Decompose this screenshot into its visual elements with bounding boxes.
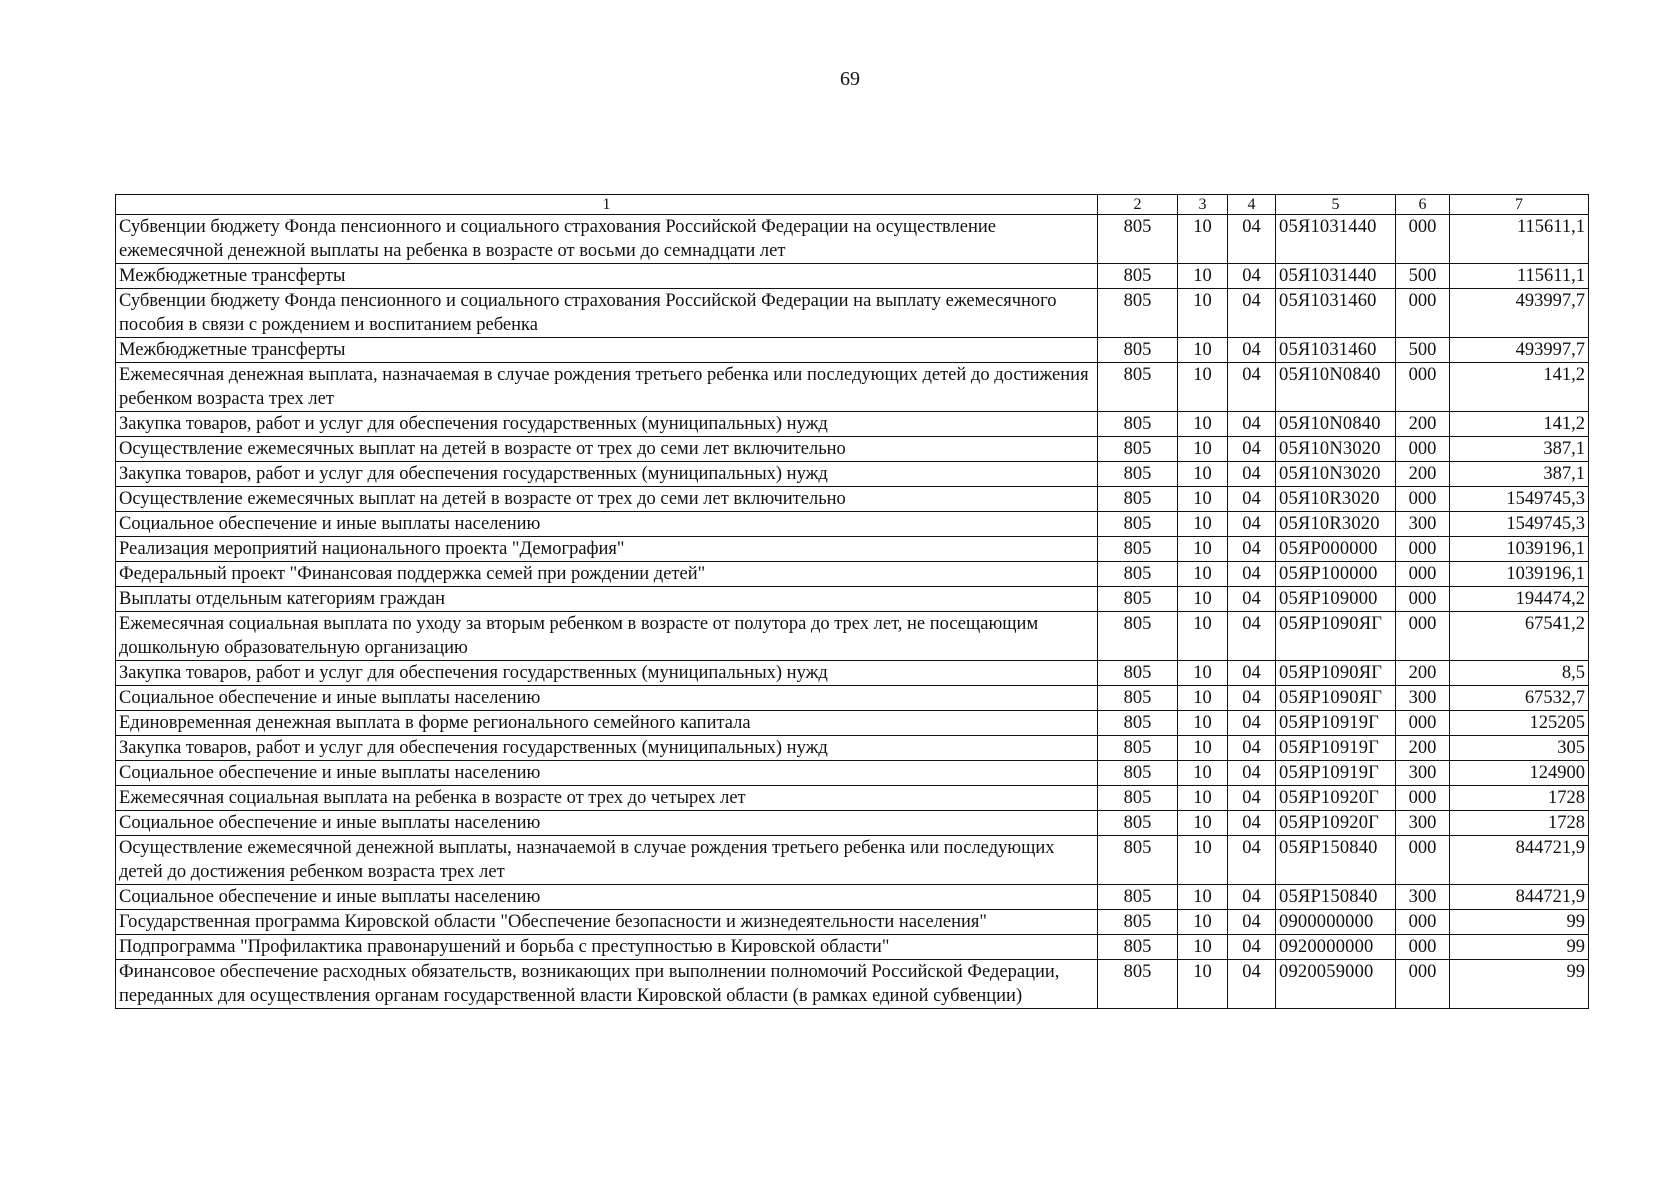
expense-type-cell: 000 [1396,960,1450,1009]
expense-name-cell: Закупка товаров, работ и услуг для обеспечения государственных (муниципальных) нужд [116,736,1098,761]
section-code-cell: 10 [1178,711,1228,736]
target-article-cell: 05Я10N0840 [1276,363,1396,412]
expense-type-cell: 000 [1396,935,1450,960]
section-code-cell: 10 [1178,736,1228,761]
table-row [116,885,1589,910]
target-article-cell: 0900000000 [1276,910,1396,935]
department-code-cell: 805 [1098,338,1178,363]
department-code-cell: 805 [1098,711,1178,736]
department-code-cell: 805 [1098,935,1178,960]
table-row [116,836,1589,885]
expense-type-cell: 000 [1396,363,1450,412]
expense-name-cell: Социальное обеспечение и иные выплаты населению [116,885,1098,910]
expense-type-cell: 000 [1396,437,1450,462]
amount-cell: 194474,2 [1450,587,1589,612]
target-article-cell: 0920000000 [1276,935,1396,960]
department-code-cell: 805 [1098,487,1178,512]
section-code-cell: 10 [1178,761,1228,786]
table-row [116,437,1589,462]
section-code-cell: 10 [1178,215,1228,264]
department-code-cell: 805 [1098,412,1178,437]
subsection-code-cell: 04 [1228,437,1276,462]
header-cell: 1 [116,195,1098,215]
table-row [116,661,1589,686]
target-article-cell: 05ЯР10919Г [1276,761,1396,786]
expense-type-cell: 500 [1396,338,1450,363]
department-code-cell: 805 [1098,836,1178,885]
target-article-cell: 05ЯР10920Г [1276,786,1396,811]
target-article-cell: 05ЯР10919Г [1276,711,1396,736]
amount-cell: 1039196,1 [1450,537,1589,562]
table-row [116,338,1589,363]
target-article-cell: 05ЯР1090ЯГ [1276,686,1396,711]
expense-type-cell: 300 [1396,686,1450,711]
section-code-cell: 10 [1178,363,1228,412]
amount-cell: 844721,9 [1450,885,1589,910]
expense-name-cell: Социальное обеспечение и иные выплаты населению [116,686,1098,711]
table-row [116,412,1589,437]
section-code-cell: 10 [1178,338,1228,363]
section-code-cell: 10 [1178,811,1228,836]
amount-cell: 99 [1450,960,1589,1009]
amount-cell: 141,2 [1450,412,1589,437]
table-row [116,612,1589,661]
subsection-code-cell: 04 [1228,487,1276,512]
amount-cell: 844721,9 [1450,836,1589,885]
table-row [116,711,1589,736]
subsection-code-cell: 04 [1228,811,1276,836]
amount-cell: 141,2 [1450,363,1589,412]
target-article-cell: 05ЯР109000 [1276,587,1396,612]
expense-type-cell: 300 [1396,885,1450,910]
table-row [116,761,1589,786]
target-article-cell: 05Я10R3020 [1276,487,1396,512]
subsection-code-cell: 04 [1228,836,1276,885]
expense-type-cell: 000 [1396,612,1450,661]
section-code-cell: 10 [1178,935,1228,960]
section-code-cell: 10 [1178,661,1228,686]
section-code-cell: 10 [1178,487,1228,512]
department-code-cell: 805 [1098,612,1178,661]
expense-type-cell: 000 [1396,836,1450,885]
table-row [116,736,1589,761]
table-row [116,811,1589,836]
expense-type-cell: 000 [1396,562,1450,587]
expense-type-cell: 300 [1396,512,1450,537]
subsection-code-cell: 04 [1228,512,1276,537]
header-cell: 4 [1228,195,1276,215]
target-article-cell: 05ЯР10919Г [1276,736,1396,761]
expense-name-cell: Социальное обеспечение и иные выплаты населению [116,512,1098,537]
department-code-cell: 805 [1098,289,1178,338]
expense-name-cell: Закупка товаров, работ и услуг для обеспечения государственных (муниципальных) нужд [116,661,1098,686]
table-row [116,512,1589,537]
table-row [116,537,1589,562]
subsection-code-cell: 04 [1228,412,1276,437]
department-code-cell: 805 [1098,462,1178,487]
expense-name-cell: Осуществление ежемесячных выплат на детей в возрасте от трех до семи лет включительно [116,437,1098,462]
amount-cell: 99 [1450,910,1589,935]
expense-name-cell: Государственная программа Кировской области "Обеспечение безопасности и жизнедеятельности населения" [116,910,1098,935]
expense-type-cell: 000 [1396,537,1450,562]
subsection-code-cell: 04 [1228,587,1276,612]
subsection-code-cell: 04 [1228,910,1276,935]
department-code-cell: 805 [1098,537,1178,562]
amount-cell: 67541,2 [1450,612,1589,661]
target-article-cell: 05Я10N3020 [1276,437,1396,462]
expense-name-cell: Финансовое обеспечение расходных обязательств, возникающих при выполнении полномочий Российской Федерации, переданных для осуществления органам государственной власти Кировской области (в рамках единой субвенции) [116,960,1098,1009]
expense-name-cell: Межбюджетные трансферты [116,338,1098,363]
expense-type-cell: 000 [1396,289,1450,338]
table-row [116,686,1589,711]
expense-type-cell: 000 [1396,910,1450,935]
department-code-cell: 805 [1098,264,1178,289]
expense-name-cell: Подпрограмма "Профилактика правонарушений и борьба с преступностью в Кировской области" [116,935,1098,960]
subsection-code-cell: 04 [1228,960,1276,1009]
expense-name-cell: Закупка товаров, работ и услуг для обеспечения государственных (муниципальных) нужд [116,462,1098,487]
expense-name-cell: Единовременная денежная выплата в форме регионального семейного капитала [116,711,1098,736]
table-row [116,289,1589,338]
expense-name-cell: Федеральный проект "Финансовая поддержка семей при рождении детей" [116,562,1098,587]
amount-cell: 387,1 [1450,437,1589,462]
table-row [116,215,1589,264]
department-code-cell: 805 [1098,587,1178,612]
table-row [116,786,1589,811]
table-row [116,960,1589,1009]
expense-name-cell: Ежемесячная социальная выплата на ребенка в возрасте от трех до четырех лет [116,786,1098,811]
target-article-cell: 05ЯР100000 [1276,562,1396,587]
expense-name-cell: Ежемесячная денежная выплата, назначаемая в случае рождения третьего ребенка или последующих детей до достижения ребенком возраста трех лет [116,363,1098,412]
amount-cell: 1039196,1 [1450,562,1589,587]
amount-cell: 1549745,3 [1450,512,1589,537]
department-code-cell: 805 [1098,811,1178,836]
subsection-code-cell: 04 [1228,686,1276,711]
subsection-code-cell: 04 [1228,612,1276,661]
target-article-cell: 05Я10R3020 [1276,512,1396,537]
header-row [116,195,1589,215]
subsection-code-cell: 04 [1228,761,1276,786]
table-row [116,587,1589,612]
header-cell: 2 [1098,195,1178,215]
budget-table [115,194,1589,1009]
expense-name-cell: Реализация мероприятий национального проекта "Демография" [116,537,1098,562]
header-cell: 5 [1276,195,1396,215]
section-code-cell: 10 [1178,264,1228,289]
expense-type-cell: 500 [1396,264,1450,289]
subsection-code-cell: 04 [1228,289,1276,338]
department-code-cell: 805 [1098,960,1178,1009]
target-article-cell: 05Я1031460 [1276,289,1396,338]
expense-name-cell: Социальное обеспечение и иные выплаты населению [116,811,1098,836]
section-code-cell: 10 [1178,537,1228,562]
amount-cell: 125205 [1450,711,1589,736]
target-article-cell: 05ЯР1090ЯГ [1276,661,1396,686]
amount-cell: 67532,7 [1450,686,1589,711]
section-code-cell: 10 [1178,910,1228,935]
amount-cell: 115611,1 [1450,215,1589,264]
subsection-code-cell: 04 [1228,711,1276,736]
table-row [116,935,1589,960]
table-row [116,462,1589,487]
expense-name-cell: Субвенции бюджету Фонда пенсионного и социального страхования Российской Федерации на выплату ежемесячного пособия в связи с рождением и воспитанием ребенка [116,289,1098,338]
amount-cell: 8,5 [1450,661,1589,686]
expense-type-cell: 200 [1396,661,1450,686]
amount-cell: 1728 [1450,786,1589,811]
amount-cell: 99 [1450,935,1589,960]
department-code-cell: 805 [1098,736,1178,761]
table-row [116,487,1589,512]
amount-cell: 124900 [1450,761,1589,786]
table-row [116,264,1589,289]
subsection-code-cell: 04 [1228,736,1276,761]
subsection-code-cell: 04 [1228,537,1276,562]
amount-cell: 1549745,3 [1450,487,1589,512]
table-body [116,215,1589,1009]
table-row [116,562,1589,587]
subsection-code-cell: 04 [1228,338,1276,363]
target-article-cell: 05Я1031440 [1276,215,1396,264]
department-code-cell: 805 [1098,512,1178,537]
section-code-cell: 10 [1178,412,1228,437]
subsection-code-cell: 04 [1228,462,1276,487]
subsection-code-cell: 04 [1228,935,1276,960]
department-code-cell: 805 [1098,910,1178,935]
expense-type-cell: 000 [1396,786,1450,811]
section-code-cell: 10 [1178,512,1228,537]
section-code-cell: 10 [1178,437,1228,462]
department-code-cell: 805 [1098,885,1178,910]
section-code-cell: 10 [1178,686,1228,711]
expense-type-cell: 000 [1396,587,1450,612]
expense-type-cell: 000 [1396,215,1450,264]
expense-type-cell: 300 [1396,761,1450,786]
header-cell: 7 [1450,195,1589,215]
department-code-cell: 805 [1098,363,1178,412]
expense-type-cell: 000 [1396,487,1450,512]
expense-type-cell: 200 [1396,462,1450,487]
section-code-cell: 10 [1178,462,1228,487]
section-code-cell: 10 [1178,612,1228,661]
target-article-cell: 05Я10N3020 [1276,462,1396,487]
target-article-cell: 05ЯР150840 [1276,836,1396,885]
expense-name-cell: Ежемесячная социальная выплата по уходу за вторым ребенком в возрасте от полутора до трех лет, не посещающим дошкольную образовательную организацию [116,612,1098,661]
target-article-cell: 05ЯР10920Г [1276,811,1396,836]
subsection-code-cell: 04 [1228,215,1276,264]
section-code-cell: 10 [1178,836,1228,885]
section-code-cell: 10 [1178,885,1228,910]
expense-name-cell: Субвенции бюджету Фонда пенсионного и социального страхования Российской Федерации на осуществление ежемесячной денежной выплаты на ребенка в возрасте от восьми до семнадцати лет [116,215,1098,264]
expense-name-cell: Социальное обеспечение и иные выплаты населению [116,761,1098,786]
target-article-cell: 05ЯР1090ЯГ [1276,612,1396,661]
department-code-cell: 805 [1098,562,1178,587]
amount-cell: 493997,7 [1450,289,1589,338]
subsection-code-cell: 04 [1228,562,1276,587]
department-code-cell: 805 [1098,786,1178,811]
department-code-cell: 805 [1098,215,1178,264]
target-article-cell: 05ЯР000000 [1276,537,1396,562]
expense-name-cell: Осуществление ежемесячных выплат на детей в возрасте от трех до семи лет включительно [116,487,1098,512]
subsection-code-cell: 04 [1228,661,1276,686]
expense-name-cell: Межбюджетные трансферты [116,264,1098,289]
header-cell: 3 [1178,195,1228,215]
expense-type-cell: 000 [1396,711,1450,736]
page-number: 69 [840,68,860,90]
expense-name-cell: Закупка товаров, работ и услуг для обеспечения государственных (муниципальных) нужд [116,412,1098,437]
amount-cell: 387,1 [1450,462,1589,487]
expense-name-cell: Выплаты отдельным категориям граждан [116,587,1098,612]
section-code-cell: 10 [1178,587,1228,612]
section-code-cell: 10 [1178,960,1228,1009]
expense-type-cell: 200 [1396,736,1450,761]
target-article-cell: 0920059000 [1276,960,1396,1009]
subsection-code-cell: 04 [1228,786,1276,811]
amount-cell: 305 [1450,736,1589,761]
table-row [116,910,1589,935]
section-code-cell: 10 [1178,289,1228,338]
header-cell: 6 [1396,195,1450,215]
subsection-code-cell: 04 [1228,885,1276,910]
expense-type-cell: 300 [1396,811,1450,836]
amount-cell: 493997,7 [1450,338,1589,363]
amount-cell: 1728 [1450,811,1589,836]
target-article-cell: 05ЯР150840 [1276,885,1396,910]
target-article-cell: 05Я1031460 [1276,338,1396,363]
target-article-cell: 05Я1031440 [1276,264,1396,289]
section-code-cell: 10 [1178,562,1228,587]
target-article-cell: 05Я10N0840 [1276,412,1396,437]
department-code-cell: 805 [1098,761,1178,786]
department-code-cell: 805 [1098,437,1178,462]
department-code-cell: 805 [1098,686,1178,711]
table-row [116,363,1589,412]
subsection-code-cell: 04 [1228,363,1276,412]
amount-cell: 115611,1 [1450,264,1589,289]
section-code-cell: 10 [1178,786,1228,811]
department-code-cell: 805 [1098,661,1178,686]
expense-type-cell: 200 [1396,412,1450,437]
expense-name-cell: Осуществление ежемесячной денежной выплаты, назначаемой в случае рождения третьего ребенка или последующих детей до достижения ребенком возраста трех лет [116,836,1098,885]
subsection-code-cell: 04 [1228,264,1276,289]
